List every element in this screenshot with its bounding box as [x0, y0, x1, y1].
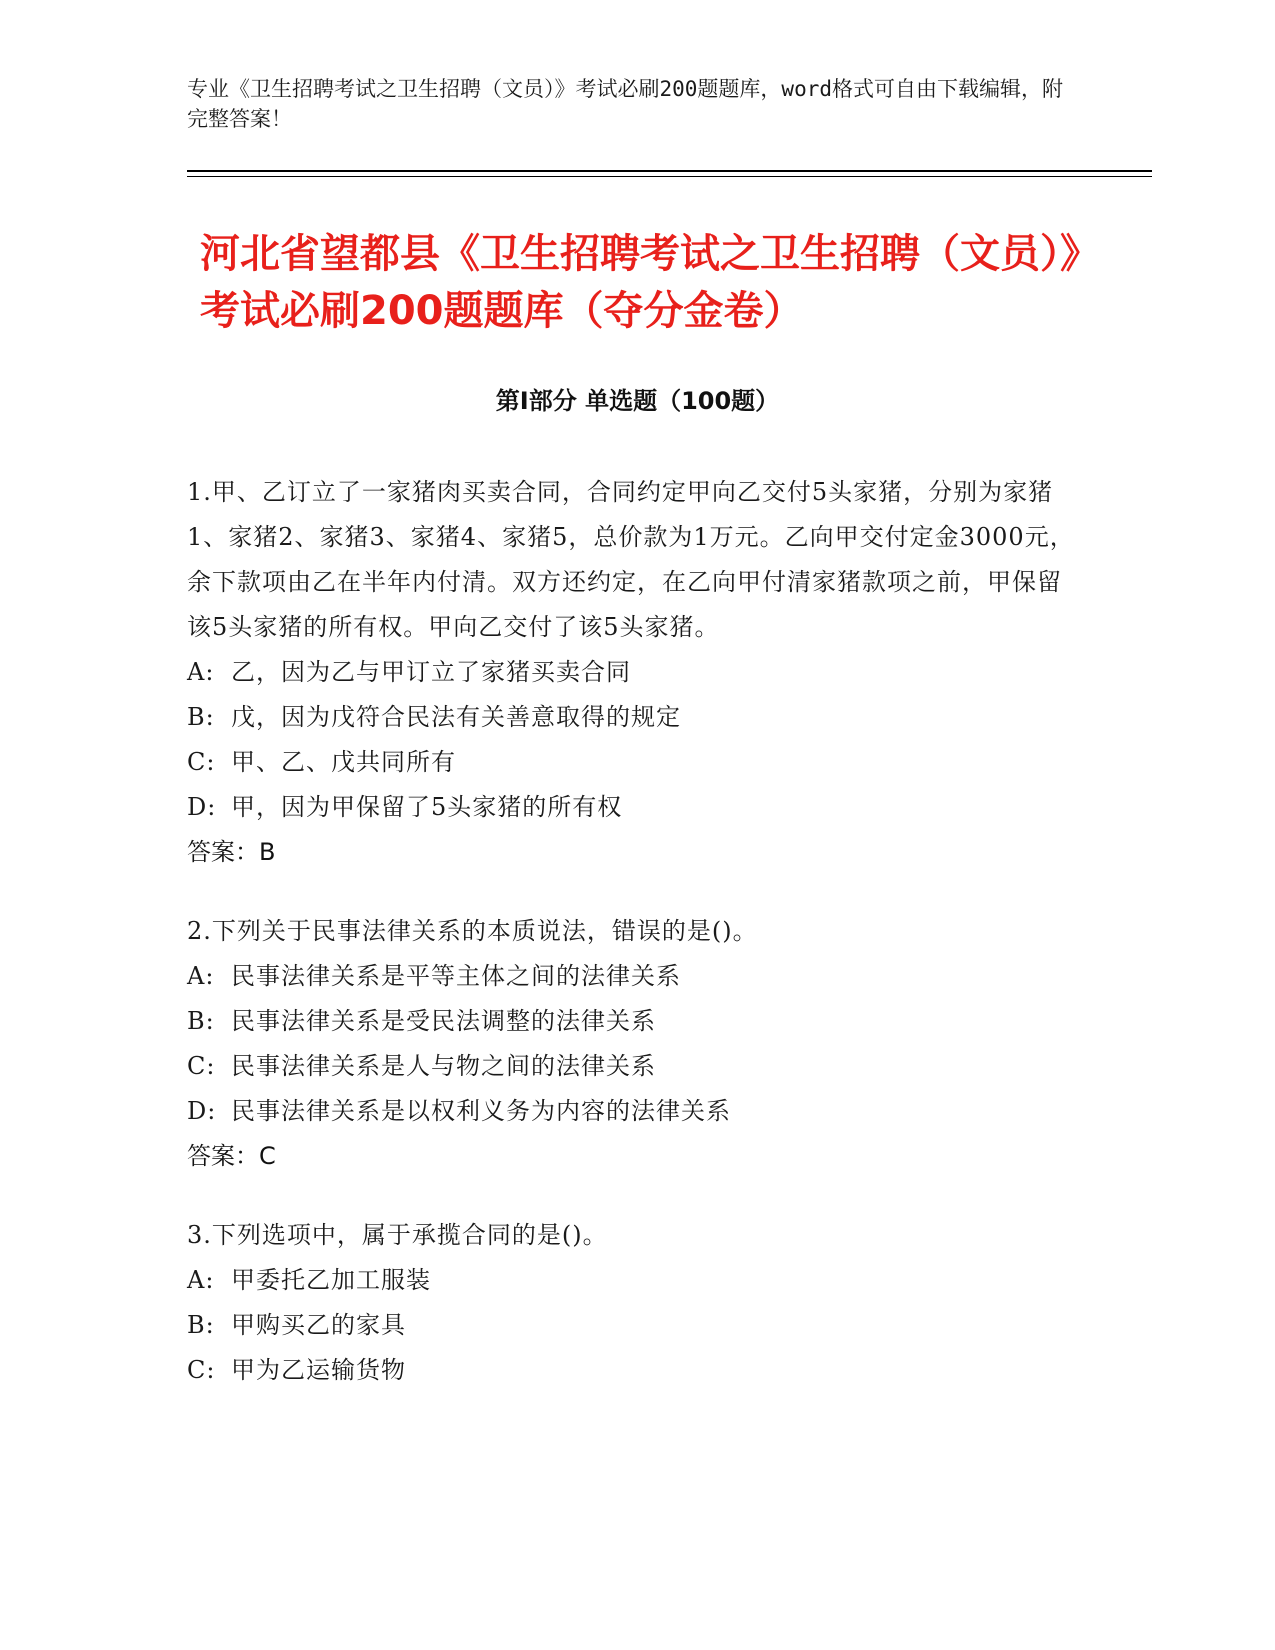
- question-list: [187, 470, 1082, 1427]
- header-divider-thick: [187, 170, 1152, 172]
- answer-option: [187, 1044, 1082, 1089]
- option-text: 甲，因为甲保留了5头家猪的所有权: [231, 793, 623, 821]
- answer-option: [187, 1348, 1082, 1393]
- question-item: [187, 909, 1082, 1179]
- option-letter: B:: [187, 703, 215, 731]
- question-text: 3.下列选项中，属于承揽合同的是()。: [187, 1221, 608, 1249]
- answer-option: [187, 695, 1082, 740]
- answer-option: [187, 1303, 1082, 1348]
- answer-option: [187, 1258, 1082, 1303]
- header-divider-thin: [187, 176, 1152, 177]
- answer-option: [187, 999, 1082, 1044]
- answer-option: [187, 740, 1082, 785]
- option-text: 民事法律关系是以权利义务为内容的法律关系: [231, 1097, 731, 1125]
- option-text: 民事法律关系是人与物之间的法律关系: [231, 1052, 656, 1080]
- question-text: 1.甲、乙订立了一家猪肉买卖合同，合同约定甲向乙交付5头家猪，分别为家猪1、家猪2、家猪3、家猪4、家猪5，总价款为1万元。乙向甲交付定金3000元，余下款项由乙在半年内付清。双方还约定，在乙向甲付清家猪款项之前，甲保留该5头家猪的所有权。甲向乙交付了该5头家猪。: [187, 478, 1075, 641]
- document-title: 河北省望都县《卫生招聘考试之卫生招聘（文员）》考试必刷200题题库（夺分金卷）: [200, 231, 1100, 334]
- option-letter: D:: [187, 793, 217, 821]
- option-text: 民事法律关系是平等主体之间的法律关系: [231, 962, 681, 990]
- answer-key: 答案：C: [187, 1142, 276, 1170]
- option-letter: C:: [187, 1356, 216, 1384]
- option-letter: A:: [187, 1266, 215, 1294]
- option-letter: D:: [187, 1097, 217, 1125]
- option-text: 民事法律关系是受民法调整的法律关系: [231, 1007, 656, 1035]
- answer-key: 答案：B: [187, 838, 276, 866]
- section-title: 第Ⅰ部分 单选题（100题）: [495, 387, 780, 415]
- option-text: 乙，因为乙与甲订立了家猪买卖合同: [231, 658, 631, 686]
- option-text: 戊，因为戊符合民法有关善意取得的规定: [231, 703, 681, 731]
- option-letter: C:: [187, 1052, 216, 1080]
- question-text: 2.下列关于民事法律关系的本质说法，错误的是()。: [187, 917, 758, 945]
- option-letter: A:: [187, 962, 215, 990]
- option-text: 甲为乙运输货物: [231, 1356, 406, 1384]
- option-letter: C:: [187, 748, 216, 776]
- answer-option: [187, 785, 1082, 830]
- option-text: 甲、乙、戊共同所有: [231, 748, 456, 776]
- option-letter: A:: [187, 658, 215, 686]
- question-item: [187, 1213, 1082, 1393]
- option-text: 甲委托乙加工服装: [231, 1266, 431, 1294]
- question-item: [187, 470, 1082, 875]
- option-text: 甲购买乙的家具: [231, 1311, 406, 1339]
- option-letter: B:: [187, 1007, 215, 1035]
- answer-option: [187, 650, 1082, 695]
- answer-option: [187, 1089, 1082, 1134]
- header-note: 专业《卫生招聘考试之卫生招聘（文员）》考试必刷200题题库，word格式可自由下载编辑，附完整答案！: [187, 77, 1063, 131]
- answer-option: [187, 954, 1082, 999]
- option-letter: B:: [187, 1311, 215, 1339]
